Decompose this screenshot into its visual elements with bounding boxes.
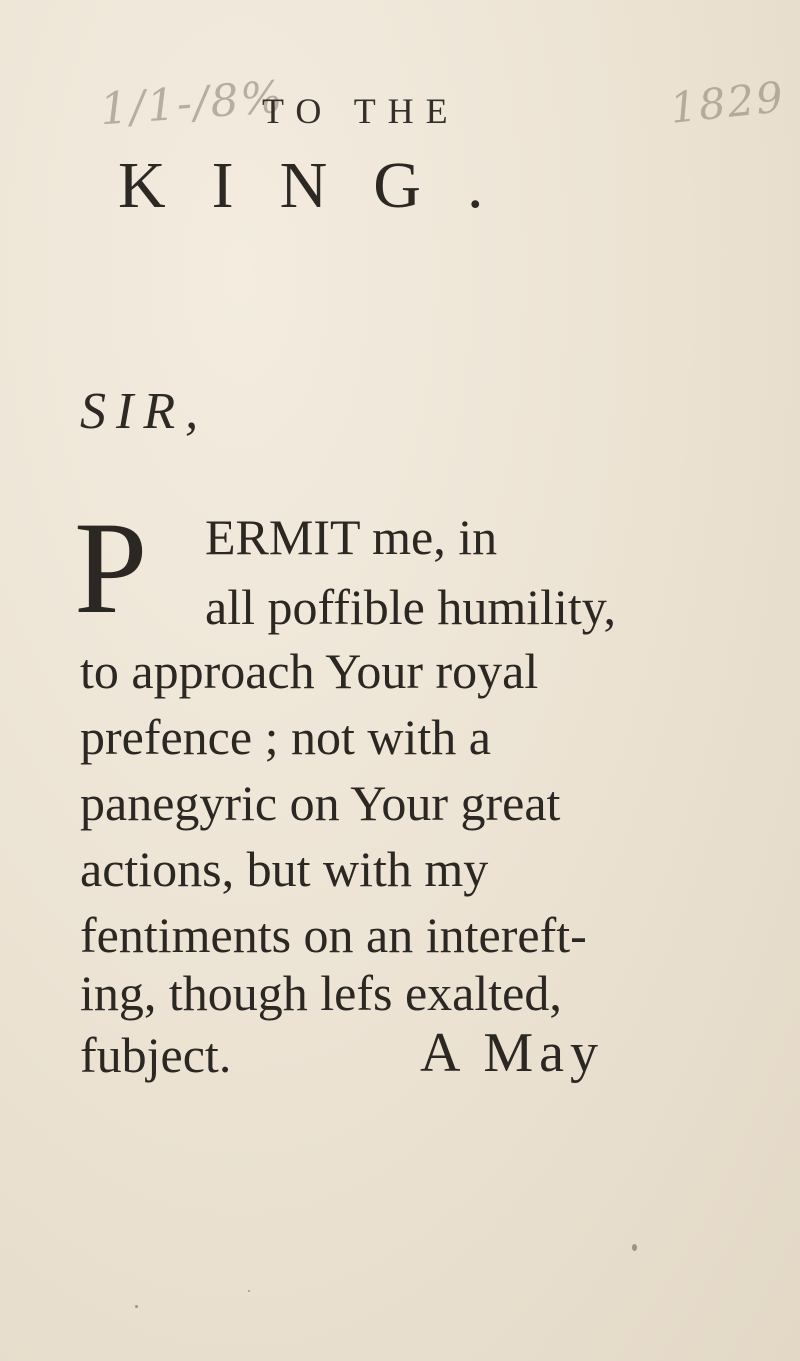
text-line-7: fentiments on an intereft- [80, 907, 587, 963]
drop-cap: P [74, 494, 148, 641]
text-line-9: fubject. [80, 1027, 232, 1083]
text-line-4: prefence ; not with a [80, 709, 491, 765]
text-line-6: actions, but with my [80, 841, 489, 897]
paper-fleck [135, 1305, 138, 1308]
text-line-2: all poffible humility, [205, 579, 617, 635]
handwritten-note-right: 1829 [667, 72, 788, 133]
dedication-to-the: TO THE [262, 91, 460, 131]
text-line-1: ERMIT me, in [205, 509, 498, 565]
salutation: SIR, [80, 383, 209, 440]
paper-fleck [632, 1244, 637, 1251]
paper-fleck [248, 1290, 250, 1292]
text-line-3: to approach Your royal [80, 643, 539, 699]
text-line-8: ing, though lefs exalted, [80, 965, 562, 1021]
text-line-5: panegyric on Your great [80, 775, 561, 831]
handwritten-note-left: 1/1-/8% [98, 71, 286, 136]
dedication-king: KING. [118, 149, 530, 222]
catchword: A May [420, 1022, 604, 1084]
